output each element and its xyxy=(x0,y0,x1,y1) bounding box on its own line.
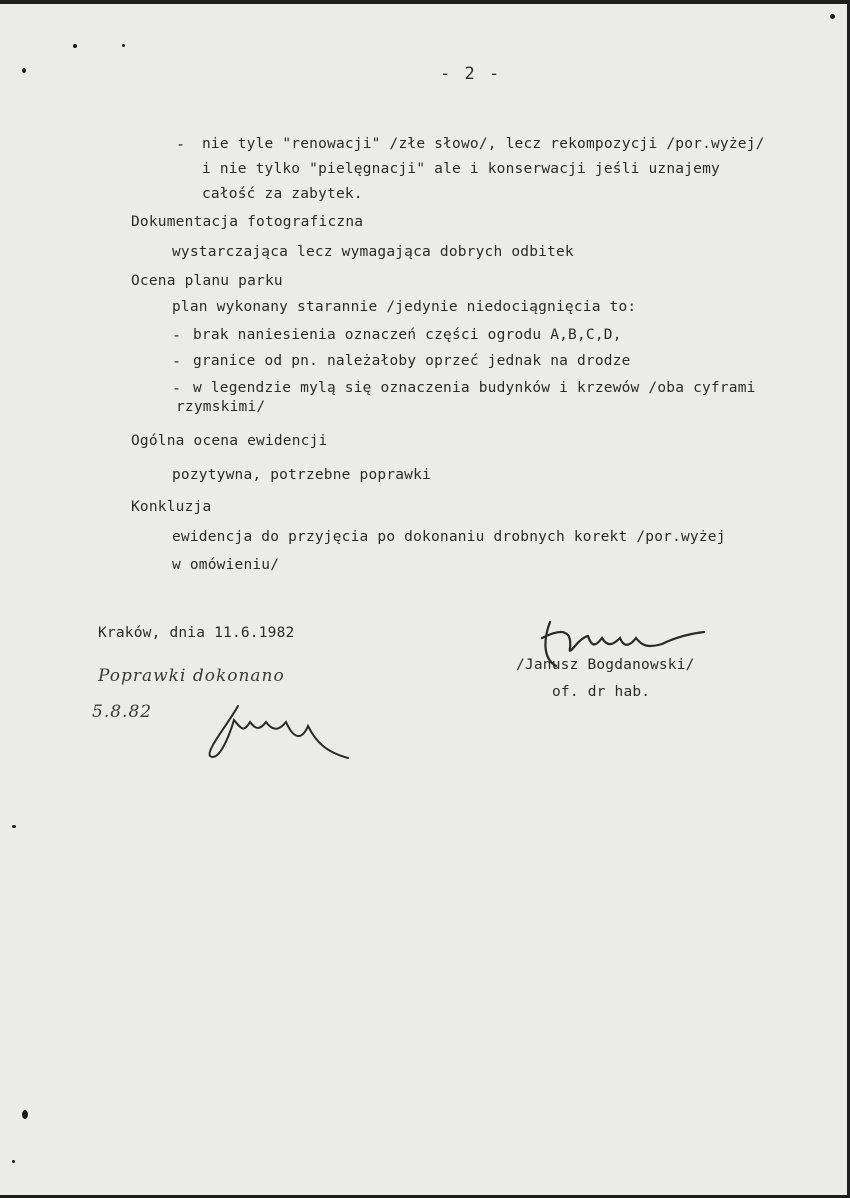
section-body: wystarczająca lecz wymagająca dobrych odbitek xyxy=(172,244,574,260)
scan-speck xyxy=(22,1110,28,1119)
scan-border-top xyxy=(0,0,850,4)
section-heading: Ogólna ocena ewidencji xyxy=(131,433,328,449)
page-number: - 2 - xyxy=(440,64,502,84)
scan-speck xyxy=(830,14,835,19)
scan-speck xyxy=(12,825,16,828)
handwritten-date: 5.8.82 xyxy=(92,702,153,722)
section-body: ewidencja do przyjęcia po dokonaniu drobnych korekt /por.wyżej xyxy=(172,529,726,545)
bullet-line: i nie tylko "pielęgnacji" ale i konserwacji jeśli uznajemy xyxy=(202,161,720,177)
bullet-line: nie tyle "renowacji" /złe słowo/, lecz rekompozycji /por.wyżej/ xyxy=(202,136,765,152)
scan-speck xyxy=(73,44,77,48)
section-heading: Konkluzja xyxy=(131,499,212,515)
scan-speck xyxy=(122,44,125,47)
signatory-title: of. dr hab. xyxy=(552,684,651,700)
section-heading: Ocena planu parku xyxy=(131,273,283,289)
bullet-dash: - xyxy=(172,379,182,397)
bullet-dash: - xyxy=(172,326,182,344)
bullet-dash: - xyxy=(176,135,186,153)
handwritten-signature xyxy=(198,700,358,760)
handwritten-note: Poprawki dokonano xyxy=(98,666,285,686)
plan-item: granice od pn. należałoby oprzeć jednak na drodze xyxy=(193,353,631,369)
plan-item: brak naniesienia oznaczeń części ogrodu A,B,C,D, xyxy=(193,327,622,343)
signatory-name: /Janusz Bogdanowski/ xyxy=(516,657,695,673)
section-body: plan wykonany starannie /jedynie niedociągnięcia to: xyxy=(172,299,637,315)
scan-speck xyxy=(12,1160,15,1163)
section-body: w omówieniu/ xyxy=(172,557,280,573)
plan-item-continuation: rzymskimi/ xyxy=(176,399,266,415)
bullet-line: całość za zabytek. xyxy=(202,186,363,202)
plan-item: w legendzie mylą się oznaczenia budynków i krzewów /oba cyframi xyxy=(193,380,756,396)
section-heading: Dokumentacja fotograficzna xyxy=(131,214,364,230)
section-body: pozytywna, potrzebne poprawki xyxy=(172,467,431,483)
place-date: Kraków, dnia 11.6.1982 xyxy=(98,625,295,641)
scan-speck xyxy=(22,68,26,73)
bullet-dash: - xyxy=(172,352,182,370)
